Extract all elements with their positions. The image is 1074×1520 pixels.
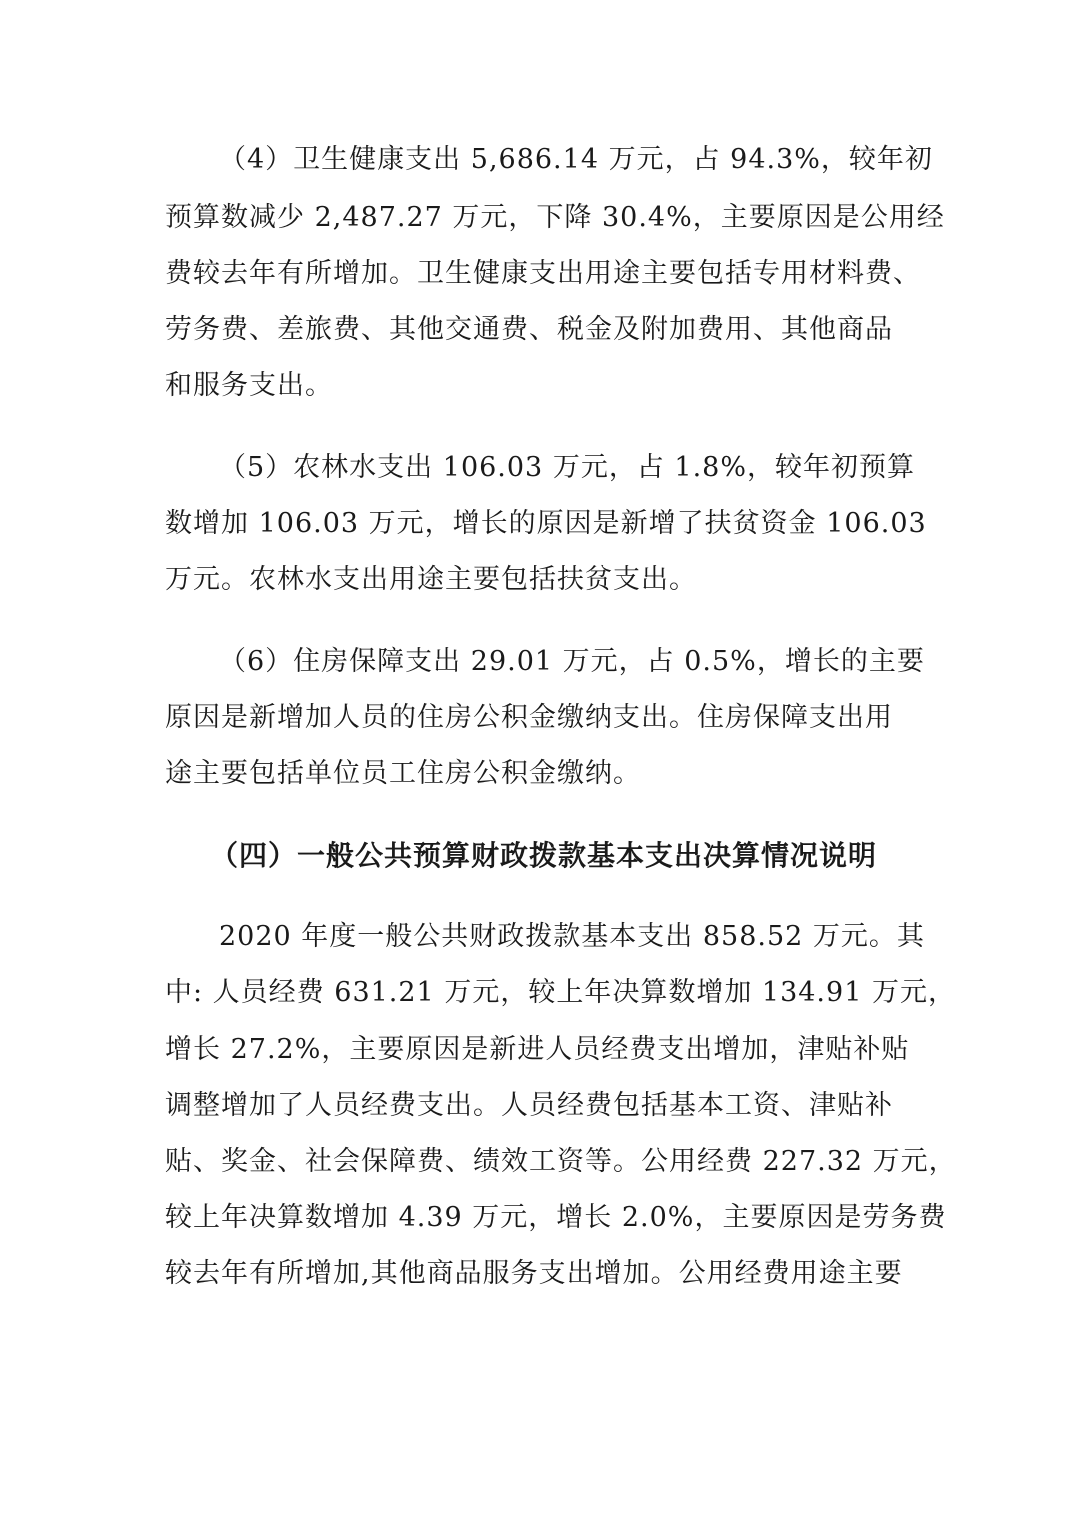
text-line: 贴、奖金、社会保障费、绩效工资等。公用经费 227.32 万元， bbox=[165, 1146, 957, 1177]
text-line: 较去年有所增加,其他商品服务支出增加。公用经费用途主要 bbox=[165, 1258, 903, 1289]
section-heading: （四）一般公共预算财政拨款基本支出决算情况说明 bbox=[210, 839, 878, 872]
text-line: 万元。农林水支出用途主要包括扶贫支出。 bbox=[165, 564, 697, 595]
text-line: 费较去年有所增加。卫生健康支出用途主要包括专用材料费、 bbox=[165, 258, 921, 289]
text-line: 较上年决算数增加 4.39 万元，增长 2.0%，主要原因是劳务费 bbox=[165, 1202, 947, 1233]
text-line: （6）住房保障支出 29.01 万元，占 0.5%，增长的主要 bbox=[219, 646, 925, 677]
text-line: 原因是新增加人员的住房公积金缴纳支出。住房保障支出用 bbox=[165, 702, 893, 733]
text-line: 预算数减少 2,487.27 万元，下降 30.4%，主要原因是公用经 bbox=[165, 202, 945, 233]
text-line: 2020 年度一般公共财政拨款基本支出 858.52 万元。其 bbox=[219, 921, 925, 952]
text-line: 调整增加了人员经费支出。人员经费包括基本工资、津贴补 bbox=[165, 1090, 893, 1121]
text-line: （5）农林水支出 106.03 万元，占 1.8%，较年初预算 bbox=[219, 452, 915, 483]
text-line: 增长 27.2%，主要原因是新进人员经费支出增加，津贴补贴 bbox=[165, 1034, 910, 1065]
text-line: （4）卫生健康支出 5,686.14 万元，占 94.3%，较年初 bbox=[219, 144, 933, 175]
text-line: 数增加 106.03 万元，增长的原因是新增了扶贫资金 106.03 bbox=[165, 508, 927, 539]
text-line: 劳务费、差旅费、其他交通费、税金及附加费用、其他商品 bbox=[165, 314, 893, 345]
text-line: 中: 人员经费 631.21 万元，较上年决算数增加 134.91 万元， bbox=[165, 977, 956, 1008]
text-line: 途主要包括单位员工住房公积金缴纳。 bbox=[165, 758, 641, 789]
text-line: 和服务支出。 bbox=[165, 370, 333, 401]
